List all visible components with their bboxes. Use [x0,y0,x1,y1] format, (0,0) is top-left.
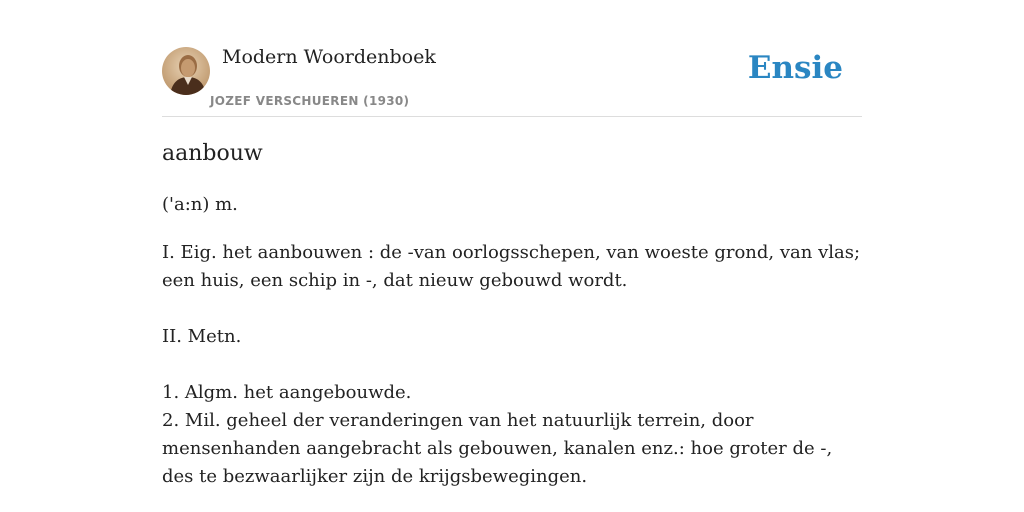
brand-logo[interactable]: Ensie [747,50,843,86]
definition-paragraph: II. Metn. [162,326,242,347]
definition-paragraph: 2. Mil. geheel der veranderingen van het natuurlijk terrein, door mensenhanden aangebracht als gebouwen, kanalen enz.: hoe groter de -, des te bezwaarlijker zijn de krijgsbewegingen. [162,410,833,487]
author-portrait-icon[interactable] [162,47,210,95]
author-label: JOZEF VERSCHUEREN (1930) [210,94,410,108]
book-title[interactable]: Modern Woordenboek [222,46,436,68]
headword: aanbouw [162,141,263,166]
paragraph-gap [162,351,862,379]
paragraph-gap [162,295,862,323]
definition [162,239,862,491]
definition-paragraph: 1. Algm. het aangebouwde. [162,382,412,403]
header [162,0,862,117]
pronunciation: ('a:n) m. [162,194,238,215]
page [162,0,862,512]
definition-paragraph: I. Eig. het aanbouwen : de -van oorlogsschepen, van woeste grond, van vlas; een huis, een schip in -, dat nieuw gebouwd wordt. [162,242,861,291]
